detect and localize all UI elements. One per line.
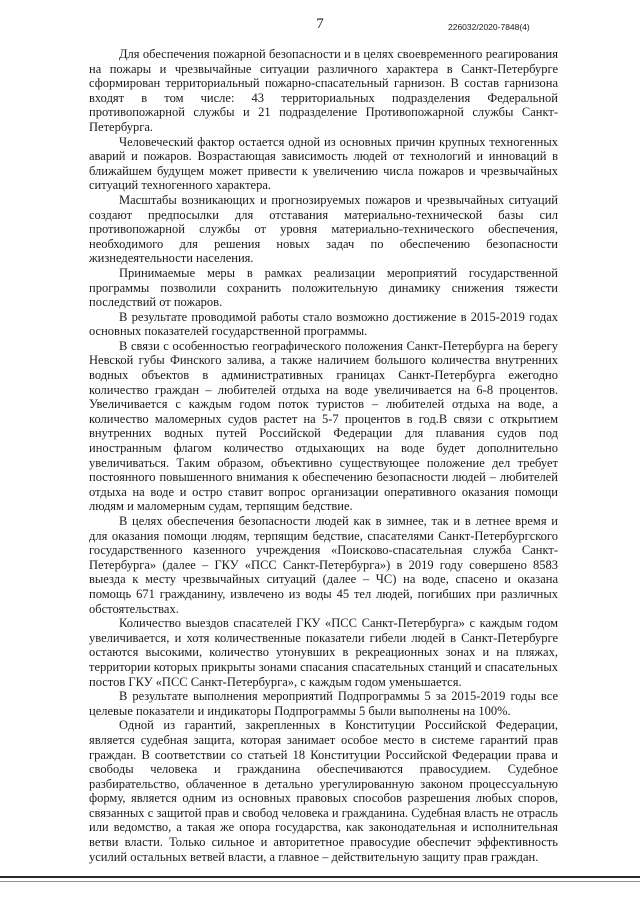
paragraph-judicial-protection: Одной из гарантий, закрепленных в Конституции Российской Федерации, является судебная защита, которая занимает особое место в системе гарантий прав граждан. В соответствии со статьей 18 Конституции Российской Федерации права и свободы человека и гражданина обеспечиваются правосудием. Судебное разбирательство, облаченное в детально урегулированную законом процессуальную форму, является одним из основных правовых способов разрешения любых споров, связанных с защитой прав и свобод человека и гражданина. Судебная власть не отрасль или ведомство, а такая же опора государства, как законодательная и исполнительная ветви власти. Только сильное и авторитетное правосудие обеспечит эффективность усилий остальных ветвей власти, а главное – действительную защиту прав граждан. [89,718,558,864]
scan-edge-line [0,881,640,882]
paragraph-water-recreation: В связи с особенностью географического положения Санкт-Петербурга на берегу Невской губы Финского залива, а также наличием большого количества внутренних водных объектов в административных границах Санкт-Петербурга ежегодно количество граждан – любителей отдыха на воде увеличивается на 6-8 процентов. Увеличивается с каждым годом поток туристов – любителей отдыха на воде, а количество маломерных судов растет на 5-7 процентов в год.В связи с открытием внутренних водных путей Российской Федерации для плавания судов под иностранным флагом количество отдыхающих на воде будет дополнительно увеличиваться. Таким образом, объективно существующее положение дел требует постоянного повышенного внимания к обеспечению безопасности людей – любителей отдыха на воде и остро ставит вопрос организации оперативного оказания помощи людям и маломерным судам, терпящим бедствие. [89,338,558,514]
paragraph-fire-garrison: Для обеспечения пожарной безопасности и в целях своевременного реагирования на пожары и чрезвычайные ситуации различного характера в Санкт-Петербурге сформирован территориальный пожарно-спасательный гарнизон. В состав гарнизона входят в том числе: 43 территориальных подразделения Федеральной противопожарной службы и 21 подразделение Противопожарной службы Санкт-Петербурга. [89,47,558,134]
paragraph-results: В результате проводимой работы стало возможно достижение в 2015-2019 годах основных показателей государственной программы. [89,309,558,339]
paragraph-scale: Масштабы возникающих и прогнозируемых пожаров и чрезвычайных ситуаций создают предпосылки для отставания материально-технической базы сил противопожарной службы от уровня материально-технического обеспечения, необходимого для решения новых задач по обеспечению безопасности жизнедеятельности населения. [89,192,558,266]
paragraph-rescue-trips: Количество выездов спасателей ГКУ «ПСС Санкт-Петербурга» с каждым годом увеличивается, и хотя количественные показатели гибели людей в Санкт-Петербурге остаются высокими, количество утонувших в рекреационных зонах и на пляжах, территории которых прикрыты зонами спасания спасательных станций и спасательных постов ГКУ «ПСС Санкт-Петербурга», с каждым годом уменьшается. [89,616,558,689]
paragraph-human-factor: Человеческий фактор остается одной из основных причин крупных техногенных аварий и пожаров. Возрастающая зависимость людей от технологий и инноваций в ближайшем будущем может привести к увеличению числа пожаров и чрезвычайных ситуаций техногенного характера. [89,134,558,193]
paragraph-measures: Принимаемые меры в рамках реализации мероприятий государственной программы позволили сохранить положительную динамику снижения тяжести последствий от пожаров. [89,265,558,310]
document-id: 226032/2020-7848(4) [448,22,530,32]
page-number: 7 [316,16,324,32]
paragraph-subprogram-5: В результате выполнения мероприятий Подпрограммы 5 за 2015-2019 годы все целевые показатели и индикаторы Подпрограммы 5 были выполнены на 100%. [89,689,558,718]
body-text [89,47,558,864]
scan-edge-line [0,876,640,878]
paragraph-rescue-service: В целях обеспечения безопасности людей как в зимнее, так и в летнее время и для оказания помощи людям, терпящим бедствие, спасателями Санкт-Петербургского государственного казенного учреждения «Поисково-спасательная служба Санкт-Петербурга» (далее – ГКУ «ПСС Санкт-Петербурга») в 2019 году совершено 8583 выезда к месту чрезвычайных ситуаций (далее – ЧС) на воде, спасено и оказана помощь 671 гражданину, извлечено из воды 45 тел людей, погибших при различных обстоятельствах. [89,514,558,616]
